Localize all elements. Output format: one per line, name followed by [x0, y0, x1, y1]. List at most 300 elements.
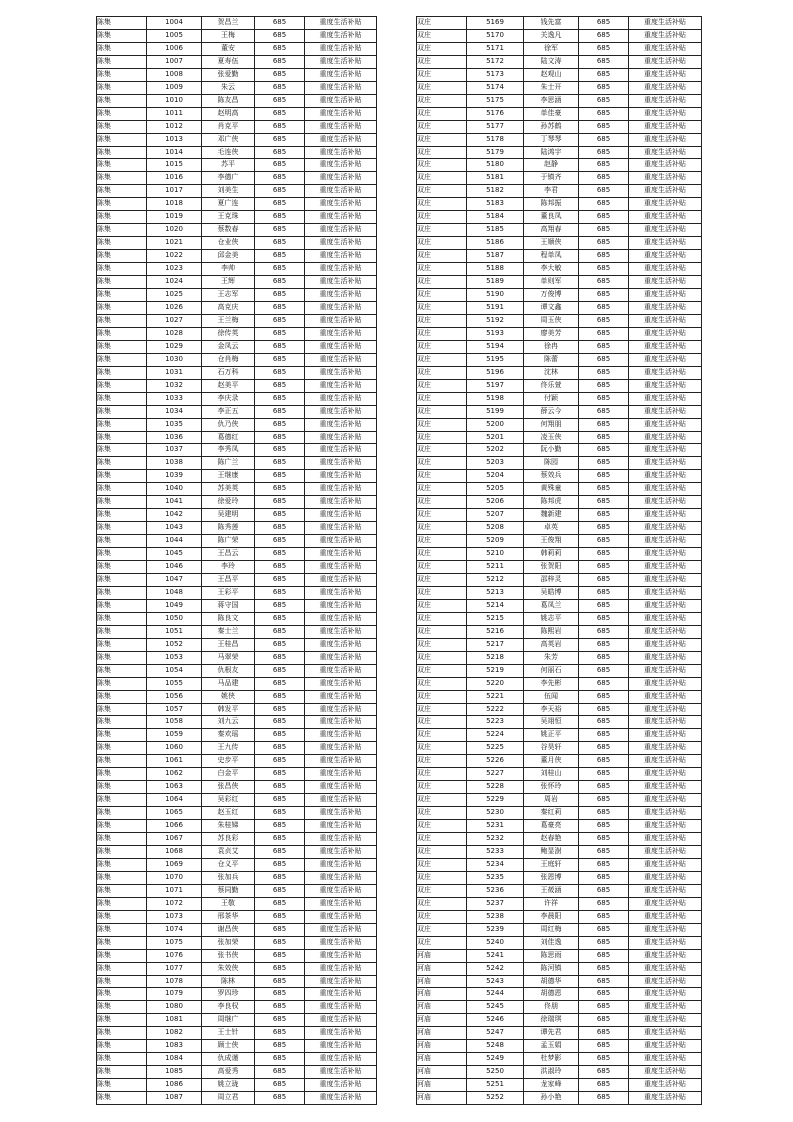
name-cell: 李晨阳 [524, 910, 579, 923]
serial-number-cell: 1054 [147, 664, 202, 677]
name-cell: 谷昊轩 [524, 742, 579, 755]
table-row [97, 755, 377, 768]
amount-cell: 685 [579, 884, 629, 897]
amount-cell: 685 [579, 42, 629, 55]
subsidy-type-cell: 重度生活补贴 [629, 353, 702, 366]
town-cell: 陈集 [97, 625, 147, 638]
town-cell: 双庄 [417, 198, 467, 211]
name-cell: 蒋守国 [202, 599, 255, 612]
table-row [97, 1027, 377, 1040]
subsidy-type-cell: 重度生活补贴 [305, 29, 377, 42]
town-cell: 双庄 [417, 457, 467, 470]
town-cell: 陈集 [97, 276, 147, 289]
name-cell: 顾士侠 [202, 1040, 255, 1053]
serial-number-cell: 1015 [147, 159, 202, 172]
serial-number-cell: 5243 [467, 975, 524, 988]
amount-cell: 685 [255, 81, 305, 94]
table-row [97, 1040, 377, 1053]
subsidy-type-cell: 重度生活补贴 [629, 910, 702, 923]
town-cell: 陈集 [97, 470, 147, 483]
town-cell: 河庙 [417, 1079, 467, 1092]
town-cell: 双庄 [417, 17, 467, 30]
town-cell: 陈集 [97, 68, 147, 81]
subsidy-type-cell: 重度生活补贴 [305, 366, 377, 379]
amount-cell: 685 [255, 820, 305, 833]
name-cell: 仓义平 [202, 858, 255, 871]
subsidy-type-cell: 重度生活补贴 [629, 1066, 702, 1079]
table-row [97, 820, 377, 833]
town-cell: 双庄 [417, 871, 467, 884]
amount-cell: 685 [255, 651, 305, 664]
serial-number-cell: 1045 [147, 548, 202, 561]
subsidy-type-cell: 重度生活补贴 [305, 327, 377, 340]
subsidy-type-cell: 重度生活补贴 [629, 638, 702, 651]
town-cell: 双庄 [417, 470, 467, 483]
name-cell: 王兰梅 [202, 314, 255, 327]
amount-cell: 685 [255, 690, 305, 703]
right-roster-body [417, 17, 702, 1105]
serial-number-cell: 1064 [147, 794, 202, 807]
town-cell: 陈集 [97, 250, 147, 263]
town-cell: 河庙 [417, 988, 467, 1001]
town-cell: 陈集 [97, 198, 147, 211]
name-cell: 李先彬 [524, 677, 579, 690]
table-row [417, 729, 702, 742]
amount-cell: 685 [579, 107, 629, 120]
town-cell: 双庄 [417, 483, 467, 496]
town-cell: 双庄 [417, 833, 467, 846]
name-cell: 夏广连 [202, 198, 255, 211]
serial-number-cell: 1083 [147, 1040, 202, 1053]
subsidy-type-cell: 重度生活补贴 [629, 250, 702, 263]
table-row [417, 936, 702, 949]
amount-cell: 685 [579, 716, 629, 729]
table-row [417, 42, 702, 55]
serial-number-cell: 1079 [147, 988, 202, 1001]
table-row [97, 457, 377, 470]
amount-cell: 685 [579, 1079, 629, 1092]
name-cell: 陈友昌 [202, 94, 255, 107]
serial-number-cell: 1037 [147, 444, 202, 457]
amount-cell: 685 [255, 340, 305, 353]
table-row [417, 573, 702, 586]
table-row [97, 975, 377, 988]
subsidy-type-cell: 重度生活补贴 [629, 431, 702, 444]
town-cell: 陈集 [97, 146, 147, 159]
name-cell: 姚立珑 [202, 1079, 255, 1092]
name-cell: 赵静 [524, 159, 579, 172]
town-cell: 陈集 [97, 509, 147, 522]
town-cell: 陈集 [97, 807, 147, 820]
subsidy-type-cell: 重度生活补贴 [629, 392, 702, 405]
name-cell: 王昌平 [202, 573, 255, 586]
name-cell: 吴建明 [202, 509, 255, 522]
subsidy-type-cell: 重度生活补贴 [629, 962, 702, 975]
town-cell: 双庄 [417, 755, 467, 768]
serial-number-cell: 5171 [467, 42, 524, 55]
amount-cell: 685 [579, 237, 629, 250]
town-cell: 陈集 [97, 172, 147, 185]
name-cell: 卓英 [524, 522, 579, 535]
subsidy-type-cell: 重度生活补贴 [629, 301, 702, 314]
table-row [97, 962, 377, 975]
subsidy-type-cell: 重度生活补贴 [629, 612, 702, 625]
serial-number-cell: 5220 [467, 677, 524, 690]
town-cell: 双庄 [417, 211, 467, 224]
town-cell: 双庄 [417, 353, 467, 366]
amount-cell: 685 [579, 651, 629, 664]
town-cell: 陈集 [97, 392, 147, 405]
subsidy-type-cell: 重度生活补贴 [305, 768, 377, 781]
serial-number-cell: 1005 [147, 29, 202, 42]
town-cell: 陈集 [97, 975, 147, 988]
serial-number-cell: 1039 [147, 470, 202, 483]
amount-cell: 685 [579, 172, 629, 185]
name-cell: 胡德恩 [524, 988, 579, 1001]
table-row [417, 794, 702, 807]
town-cell: 陈集 [97, 573, 147, 586]
table-row [417, 949, 702, 962]
subsidy-type-cell: 重度生活补贴 [305, 949, 377, 962]
name-cell: 张书侠 [202, 949, 255, 962]
amount-cell: 685 [579, 185, 629, 198]
name-cell: 李德广 [202, 172, 255, 185]
town-cell: 陈集 [97, 211, 147, 224]
amount-cell: 685 [579, 224, 629, 237]
subsidy-type-cell: 重度生活补贴 [629, 742, 702, 755]
serial-number-cell: 1004 [147, 17, 202, 30]
subsidy-type-cell: 重度生活补贴 [629, 729, 702, 742]
serial-number-cell: 5179 [467, 146, 524, 159]
name-cell: 董良凤 [524, 211, 579, 224]
name-cell: 张加兵 [202, 871, 255, 884]
name-cell: 罗四珍 [202, 988, 255, 1001]
subsidy-type-cell: 重度生活补贴 [305, 548, 377, 561]
subsidy-type-cell: 重度生活补贴 [629, 522, 702, 535]
serial-number-cell: 5183 [467, 198, 524, 211]
town-cell: 双庄 [417, 444, 467, 457]
town-cell: 双庄 [417, 846, 467, 859]
serial-number-cell: 5185 [467, 224, 524, 237]
table-row [417, 703, 702, 716]
name-cell: 凌玉侠 [524, 431, 579, 444]
amount-cell: 685 [255, 1092, 305, 1105]
amount-cell: 685 [255, 159, 305, 172]
town-cell: 陈集 [97, 42, 147, 55]
subsidy-type-cell: 重度生活补贴 [629, 923, 702, 936]
serial-number-cell: 5251 [467, 1079, 524, 1092]
serial-number-cell: 5184 [467, 211, 524, 224]
table-row [417, 755, 702, 768]
subsidy-type-cell: 重度生活补贴 [629, 651, 702, 664]
subsidy-type-cell: 重度生活补贴 [305, 586, 377, 599]
amount-cell: 685 [255, 794, 305, 807]
subsidy-type-cell: 重度生活补贴 [305, 496, 377, 509]
serial-number-cell: 5188 [467, 263, 524, 276]
town-cell: 双庄 [417, 159, 467, 172]
serial-number-cell: 5210 [467, 548, 524, 561]
subsidy-type-cell: 重度生活补贴 [629, 535, 702, 548]
amount-cell: 685 [255, 366, 305, 379]
name-cell: 陈秀莲 [202, 522, 255, 535]
amount-cell: 685 [255, 884, 305, 897]
serial-number-cell: 5208 [467, 522, 524, 535]
amount-cell: 685 [579, 1027, 629, 1040]
amount-cell: 685 [579, 1001, 629, 1014]
serial-number-cell: 1032 [147, 379, 202, 392]
town-cell: 双庄 [417, 405, 467, 418]
serial-number-cell: 5169 [467, 17, 524, 30]
serial-number-cell: 1058 [147, 716, 202, 729]
subsidy-type-cell: 重度生活补贴 [629, 936, 702, 949]
name-cell: 万俊博 [524, 289, 579, 302]
amount-cell: 685 [579, 858, 629, 871]
subsidy-type-cell: 重度生活补贴 [305, 392, 377, 405]
name-cell: 王敬 [202, 897, 255, 910]
subsidy-type-cell: 重度生活补贴 [629, 858, 702, 871]
serial-number-cell: 5219 [467, 664, 524, 677]
amount-cell: 685 [579, 1092, 629, 1105]
table-row [97, 133, 377, 146]
serial-number-cell: 5195 [467, 353, 524, 366]
subsidy-type-cell: 重度生活补贴 [629, 327, 702, 340]
name-cell: 周红梅 [524, 923, 579, 936]
town-cell: 双庄 [417, 936, 467, 949]
subsidy-type-cell: 重度生活补贴 [305, 431, 377, 444]
amount-cell: 685 [579, 949, 629, 962]
serial-number-cell: 5250 [467, 1066, 524, 1079]
town-cell: 陈集 [97, 457, 147, 470]
town-cell: 双庄 [417, 185, 467, 198]
table-row [97, 172, 377, 185]
subsidy-type-cell: 重度生活补贴 [629, 573, 702, 586]
subsidy-type-cell: 重度生活补贴 [305, 807, 377, 820]
name-cell: 金凤云 [202, 340, 255, 353]
amount-cell: 685 [255, 561, 305, 574]
subsidy-type-cell: 重度生活补贴 [305, 146, 377, 159]
serial-number-cell: 5205 [467, 483, 524, 496]
table-row [97, 923, 377, 936]
subsidy-type-cell: 重度生活补贴 [305, 314, 377, 327]
amount-cell: 685 [579, 470, 629, 483]
serial-number-cell: 1049 [147, 599, 202, 612]
amount-cell: 685 [255, 729, 305, 742]
name-cell: 赵观山 [524, 68, 579, 81]
serial-number-cell: 5174 [467, 81, 524, 94]
name-cell: 吴皓博 [524, 586, 579, 599]
table-row [417, 250, 702, 263]
name-cell: 张昌侠 [202, 781, 255, 794]
table-row [97, 314, 377, 327]
amount-cell: 685 [255, 457, 305, 470]
town-cell: 陈集 [97, 1040, 147, 1053]
table-row [97, 910, 377, 923]
amount-cell: 685 [579, 535, 629, 548]
table-row [97, 988, 377, 1001]
town-cell: 河庙 [417, 1027, 467, 1040]
amount-cell: 685 [255, 586, 305, 599]
name-cell: 高克庆 [202, 301, 255, 314]
name-cell: 王桂昌 [202, 638, 255, 651]
serial-number-cell: 1040 [147, 483, 202, 496]
name-cell: 葛豪亮 [524, 820, 579, 833]
subsidy-type-cell: 重度生活补贴 [629, 457, 702, 470]
serial-number-cell: 5242 [467, 962, 524, 975]
subsidy-type-cell: 重度生活补贴 [305, 353, 377, 366]
subsidy-type-cell: 重度生活补贴 [305, 198, 377, 211]
table-row [97, 858, 377, 871]
serial-number-cell: 5252 [467, 1092, 524, 1105]
amount-cell: 685 [579, 586, 629, 599]
subsidy-type-cell: 重度生活补贴 [305, 1092, 377, 1105]
serial-number-cell: 5218 [467, 651, 524, 664]
serial-number-cell: 5234 [467, 858, 524, 871]
town-cell: 河庙 [417, 1001, 467, 1014]
name-cell: 夏寿伍 [202, 55, 255, 68]
table-row [97, 444, 377, 457]
table-row [417, 1092, 702, 1105]
serial-number-cell: 1043 [147, 522, 202, 535]
name-cell: 陈蕾 [524, 353, 579, 366]
serial-number-cell: 1053 [147, 651, 202, 664]
name-cell: 陈熙岩 [524, 625, 579, 638]
serial-number-cell: 1055 [147, 677, 202, 690]
town-cell: 双庄 [417, 418, 467, 431]
subsidy-type-cell: 重度生活补贴 [305, 573, 377, 586]
subsidy-type-cell: 重度生活补贴 [629, 237, 702, 250]
serial-number-cell: 5216 [467, 625, 524, 638]
name-cell: 姚志平 [524, 612, 579, 625]
amount-cell: 685 [255, 703, 305, 716]
subsidy-type-cell: 重度生活补贴 [305, 263, 377, 276]
name-cell: 陈广兰 [202, 457, 255, 470]
town-cell: 陈集 [97, 29, 147, 42]
name-cell: 胡德华 [524, 975, 579, 988]
town-cell: 陈集 [97, 897, 147, 910]
town-cell: 双庄 [417, 224, 467, 237]
serial-number-cell: 1051 [147, 625, 202, 638]
name-cell: 苏美英 [202, 483, 255, 496]
table-row [97, 94, 377, 107]
table-row [97, 638, 377, 651]
name-cell: 仓业侠 [202, 237, 255, 250]
name-cell: 伍闻 [524, 690, 579, 703]
name-cell: 姚侠 [202, 690, 255, 703]
town-cell: 河庙 [417, 1092, 467, 1105]
table-row [417, 910, 702, 923]
name-cell: 龙家峰 [524, 1079, 579, 1092]
amount-cell: 685 [255, 17, 305, 30]
town-cell: 双庄 [417, 107, 467, 120]
amount-cell: 685 [255, 573, 305, 586]
town-cell: 陈集 [97, 237, 147, 250]
table-row [97, 1079, 377, 1092]
serial-number-cell: 5170 [467, 29, 524, 42]
town-cell: 双庄 [417, 612, 467, 625]
town-cell: 陈集 [97, 586, 147, 599]
amount-cell: 685 [579, 133, 629, 146]
table-row [97, 548, 377, 561]
subsidy-type-cell: 重度生活补贴 [629, 29, 702, 42]
serial-number-cell: 1026 [147, 301, 202, 314]
table-row [417, 379, 702, 392]
amount-cell: 685 [579, 81, 629, 94]
name-cell: 王志军 [202, 289, 255, 302]
table-row [417, 405, 702, 418]
amount-cell: 685 [255, 755, 305, 768]
subsidy-type-cell: 重度生活补贴 [629, 107, 702, 120]
name-cell: 付颖 [524, 392, 579, 405]
amount-cell: 685 [255, 1001, 305, 1014]
serial-number-cell: 5211 [467, 561, 524, 574]
serial-number-cell: 5235 [467, 871, 524, 884]
amount-cell: 685 [579, 483, 629, 496]
serial-number-cell: 5215 [467, 612, 524, 625]
town-cell: 陈集 [97, 612, 147, 625]
town-cell: 陈集 [97, 703, 147, 716]
amount-cell: 685 [255, 962, 305, 975]
serial-number-cell: 1008 [147, 68, 202, 81]
table-row [97, 897, 377, 910]
amount-cell: 685 [255, 949, 305, 962]
town-cell: 陈集 [97, 224, 147, 237]
table-row [417, 742, 702, 755]
serial-number-cell: 1011 [147, 107, 202, 120]
serial-number-cell: 1057 [147, 703, 202, 716]
table-row [97, 198, 377, 211]
town-cell: 陈集 [97, 1079, 147, 1092]
name-cell: 陆文涛 [524, 55, 579, 68]
subsidy-type-cell: 重度生活补贴 [629, 561, 702, 574]
name-cell: 陈良文 [202, 612, 255, 625]
serial-number-cell: 1029 [147, 340, 202, 353]
town-cell: 陈集 [97, 781, 147, 794]
serial-number-cell: 1027 [147, 314, 202, 327]
table-row [417, 522, 702, 535]
table-row [417, 871, 702, 884]
serial-number-cell: 1068 [147, 846, 202, 859]
name-cell: 张加荣 [202, 936, 255, 949]
subsidy-type-cell: 重度生活补贴 [629, 690, 702, 703]
subsidy-type-cell: 重度生活补贴 [629, 42, 702, 55]
town-cell: 双庄 [417, 781, 467, 794]
amount-cell: 685 [579, 923, 629, 936]
amount-cell: 685 [579, 677, 629, 690]
subsidy-type-cell: 重度生活补贴 [305, 483, 377, 496]
table-row [417, 716, 702, 729]
amount-cell: 685 [579, 198, 629, 211]
table-row [417, 237, 702, 250]
name-cell: 徐瑞琪 [524, 1014, 579, 1027]
town-cell: 双庄 [417, 729, 467, 742]
serial-number-cell: 1069 [147, 858, 202, 871]
amount-cell: 685 [255, 910, 305, 923]
name-cell: 孙苏鹤 [524, 120, 579, 133]
town-cell: 陈集 [97, 185, 147, 198]
serial-number-cell: 5233 [467, 846, 524, 859]
serial-number-cell: 1009 [147, 81, 202, 94]
table-row [97, 742, 377, 755]
serial-number-cell: 5245 [467, 1001, 524, 1014]
town-cell: 陈集 [97, 677, 147, 690]
table-row [417, 1040, 702, 1053]
town-cell: 陈集 [97, 1014, 147, 1027]
amount-cell: 685 [255, 250, 305, 263]
table-row [417, 483, 702, 496]
name-cell: 张怀玲 [524, 781, 579, 794]
serial-number-cell: 5232 [467, 833, 524, 846]
subsidy-type-cell: 重度生活补贴 [305, 923, 377, 936]
